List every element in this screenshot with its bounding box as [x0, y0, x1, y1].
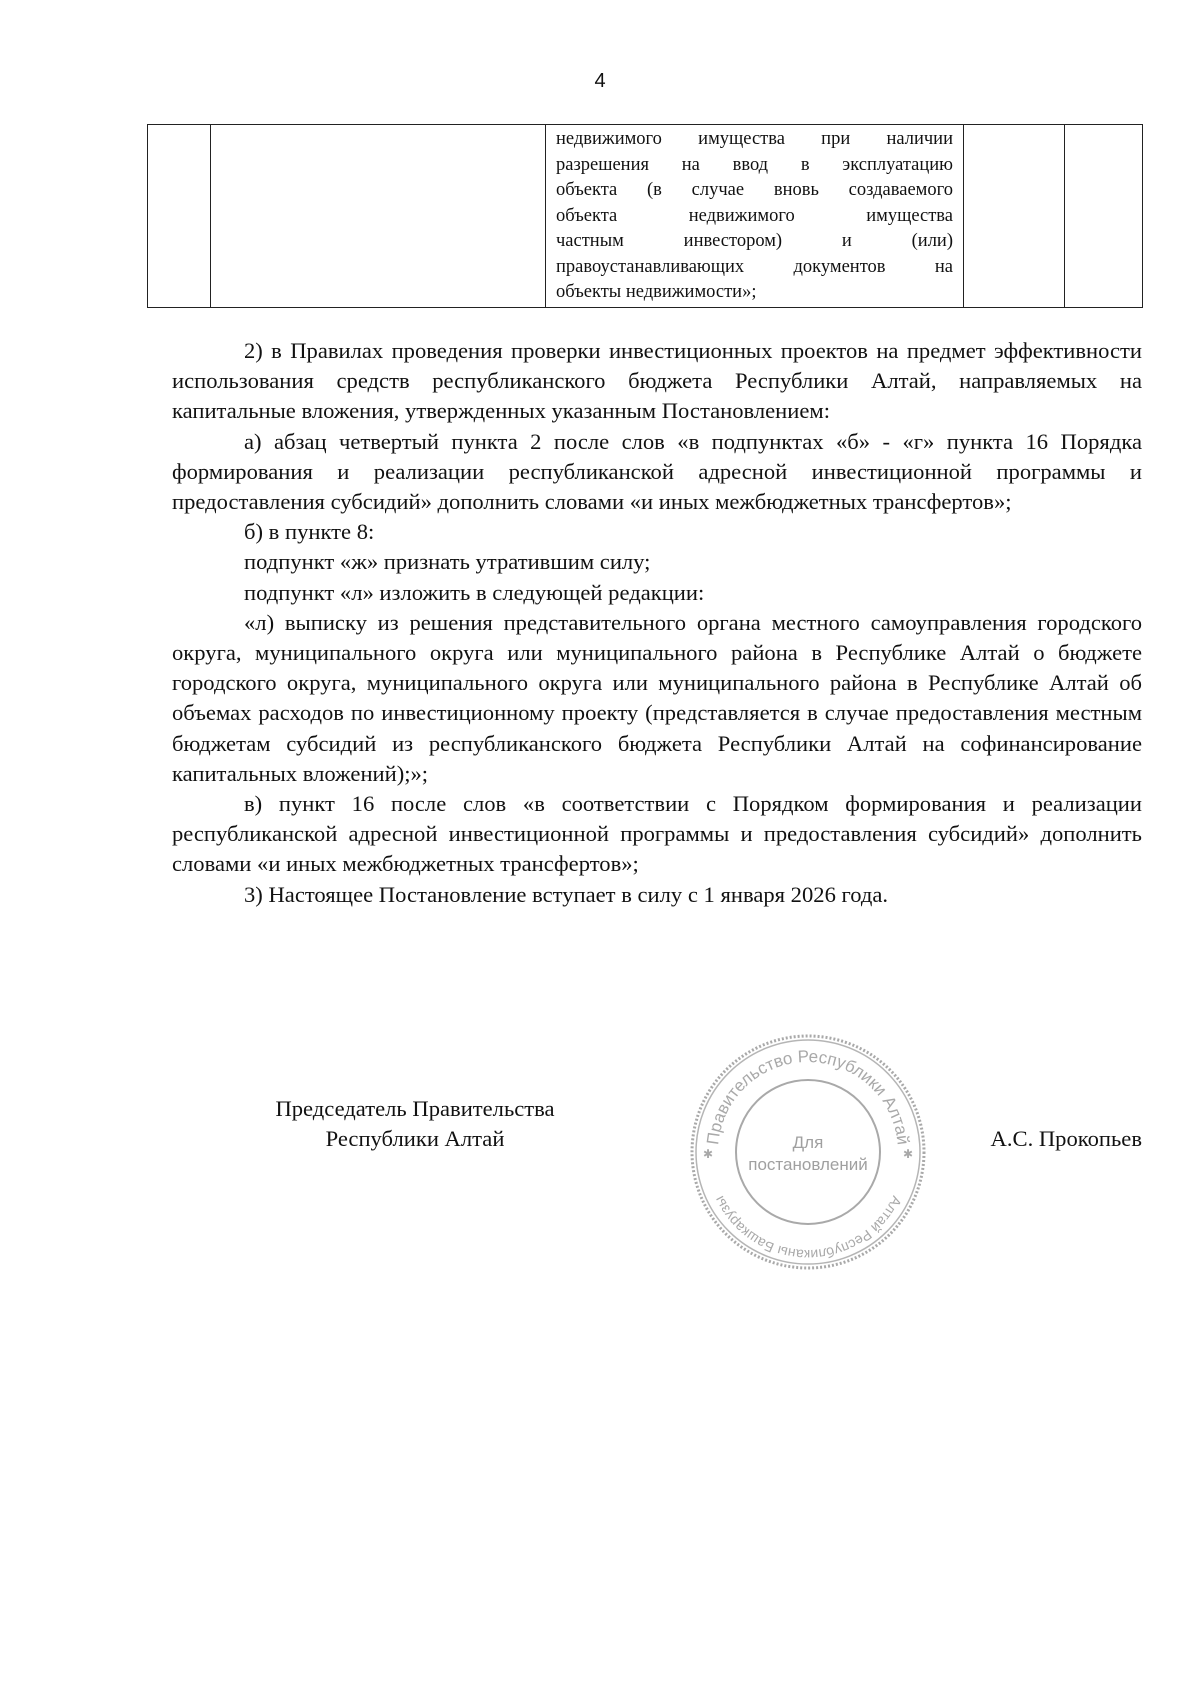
signatory-position-line: Республики Алтай: [325, 1126, 505, 1151]
paragraph-subitem-b: б) в пункте 8:: [244, 519, 375, 545]
table-cell-line: объекта недвижимого имущества: [556, 205, 953, 226]
paragraph-new-wording: «л) выписку из решения представительного органа местного самоуправления городского округа, муниципального округа или муниципального района в Республике Алтай о бюджете городского округа, муниципального округа или муниципального района в Республике Алтай об объемах расходов по инвестиционному проекту (представляется в случае предоставления местным бюджетам субсидий из республиканского бюджета Республики Алтай на софинансирование капитальных вложений);»;: [172, 609, 1142, 786]
table-cell-line: правоустанавливающих документов на: [556, 256, 953, 277]
continuation-table: [147, 124, 1143, 308]
stamp-outer-text: Правительство Республики Алтай: [703, 1046, 913, 1146]
table-cell-number: [148, 125, 211, 308]
official-stamp: [688, 1032, 928, 1272]
table-cell-line: недвижимого имущества при наличии: [556, 129, 953, 149]
table-cell-line: разрешения на ввод в эксплуатацию: [556, 154, 953, 175]
stamp-inner-ring: [736, 1080, 880, 1224]
table-cell-line: объекта (в случае вновь создаваемого: [556, 180, 953, 200]
paragraph-subitem-a: а) абзац четвертый пункта 2 после слов «в подпунктах «б» - «г» пункта 16 Порядка формирования и реализации республиканской адресной инвестиционной программы и предоставления субсидий» дополнить словами «и иных межбюджетных трансфертов»;: [172, 428, 1142, 515]
document-body: [172, 336, 1142, 910]
paragraph-subitem-l: подпункт «л» изложить в следующей редакции:: [244, 579, 705, 605]
stamp-center-text: Для: [792, 1133, 824, 1152]
stamp-outer-ring: [692, 1036, 924, 1268]
table-cell-empty: [1065, 125, 1143, 308]
stamp-star-icon: ✱: [902, 1147, 914, 1161]
stamp-outer-ring: [696, 1040, 920, 1264]
table-cell-conditions: [546, 125, 964, 308]
signatory-position-line: Председатель Правительства: [275, 1096, 555, 1121]
paragraph-subitem-v: в) пункт 16 после слов «в соответствии с Порядком формирования и реализации республиканской адресной инвестиционной программы и предоставления субсидий» дополнить словами «и иных межбюджетных трансфертов»;: [172, 791, 1142, 877]
signatory-position: [245, 1094, 585, 1154]
stamp-center-text: постановлений: [748, 1155, 868, 1174]
signatory-name: А.С. Прокопьев: [990, 1126, 1142, 1151]
table-cell-line: объекты недвижимости»;: [556, 282, 757, 302]
paragraph-subitem-zh: подпункт «ж» признать утратившим силу;: [244, 549, 651, 575]
table-cell-line: частным инвестором) и (или): [556, 231, 953, 251]
table-cell-name: [211, 125, 546, 308]
table-cell-empty: [964, 125, 1065, 308]
table-row: [148, 125, 1143, 308]
page-number: 4: [594, 70, 606, 92]
paragraph-item-2: 2) в Правилах проведения проверки инвестиционных проектов на предмет эффективности использования средств республиканского бюджета Республики Алтай, направляемых на капитальные вложения, утвержденных указанным Постановлением:: [172, 338, 1142, 424]
stamp-bottom-text: Алтай Республиканы Башкарузы: [710, 1193, 906, 1263]
stamp-star-icon: ✱: [702, 1147, 714, 1161]
paragraph-item-3: 3) Настоящее Постановление вступает в силу с 1 января 2026 года.: [244, 881, 889, 907]
